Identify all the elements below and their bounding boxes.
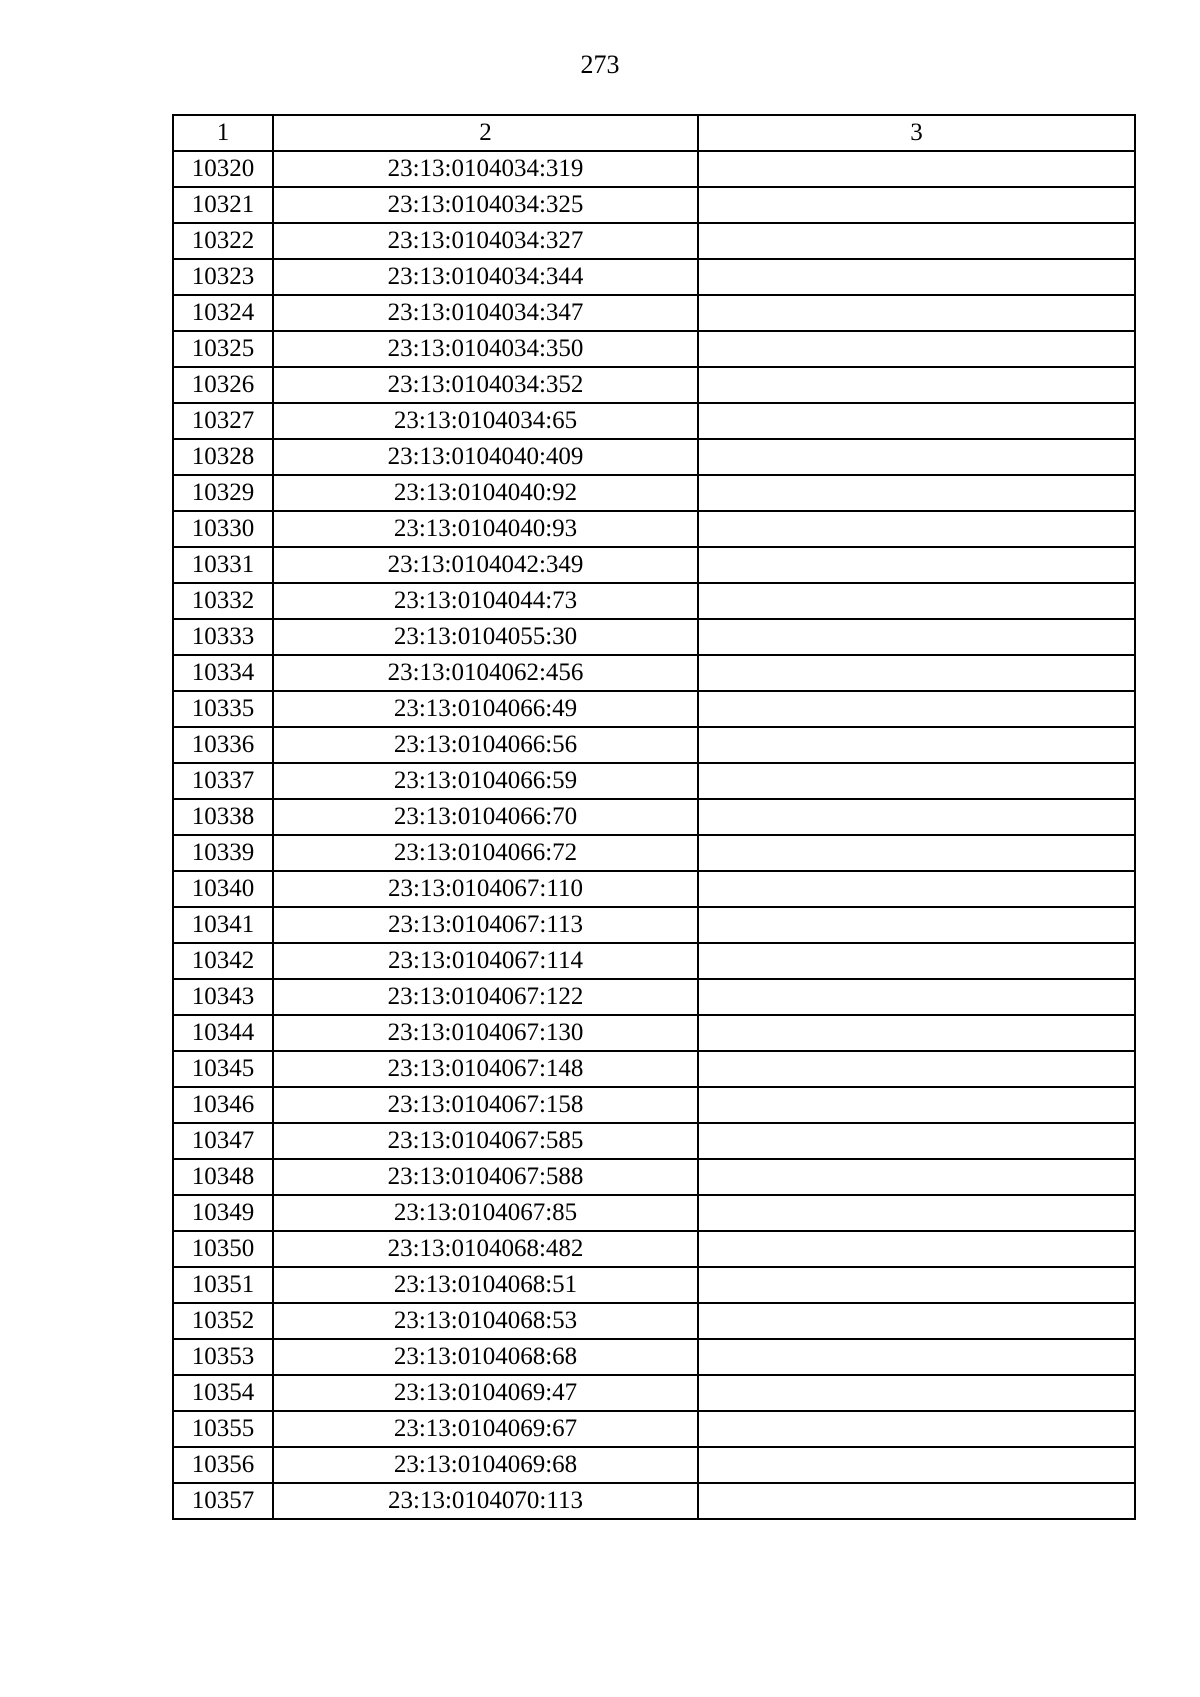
row-number-cell: 10329: [173, 475, 273, 511]
row-number-cell: 10345: [173, 1051, 273, 1087]
table-row: [173, 907, 1135, 943]
cadastral-number-cell: 23:13:0104068:51: [273, 1267, 698, 1303]
table-row: [173, 763, 1135, 799]
note-cell: [698, 187, 1135, 223]
table-row: [173, 1051, 1135, 1087]
row-number-cell: 10327: [173, 403, 273, 439]
note-cell: [698, 1447, 1135, 1483]
cadastral-number-cell: 23:13:0104067:585: [273, 1123, 698, 1159]
cadastral-number-cell: 23:13:0104034:344: [273, 259, 698, 295]
table-row: [173, 1015, 1135, 1051]
cadastral-number-cell: 23:13:0104068:53: [273, 1303, 698, 1339]
cadastral-number-cell: 23:13:0104062:456: [273, 655, 698, 691]
registry-table: [172, 114, 1136, 1520]
row-number-cell: 10325: [173, 331, 273, 367]
column-header-3: 3: [698, 115, 1135, 151]
row-number-cell: 10353: [173, 1339, 273, 1375]
note-cell: [698, 439, 1135, 475]
note-cell: [698, 259, 1135, 295]
note-cell: [698, 1375, 1135, 1411]
table-row: [173, 1303, 1135, 1339]
row-number-cell: 10343: [173, 979, 273, 1015]
cadastral-number-cell: 23:13:0104034:319: [273, 151, 698, 187]
table-row: [173, 943, 1135, 979]
row-number-cell: 10351: [173, 1267, 273, 1303]
row-number-cell: 10324: [173, 295, 273, 331]
cadastral-number-cell: 23:13:0104066:70: [273, 799, 698, 835]
note-cell: [698, 871, 1135, 907]
note-cell: [698, 151, 1135, 187]
note-cell: [698, 619, 1135, 655]
row-number-cell: 10357: [173, 1483, 273, 1519]
table-body: [173, 151, 1135, 1519]
row-number-cell: 10356: [173, 1447, 273, 1483]
table-row: [173, 1231, 1135, 1267]
row-number-cell: 10330: [173, 511, 273, 547]
row-number-cell: 10344: [173, 1015, 273, 1051]
cadastral-number-cell: 23:13:0104067:114: [273, 943, 698, 979]
cadastral-number-cell: 23:13:0104067:148: [273, 1051, 698, 1087]
table-row: [173, 1375, 1135, 1411]
note-cell: [698, 223, 1135, 259]
table-row: [173, 871, 1135, 907]
cadastral-number-cell: 23:13:0104069:47: [273, 1375, 698, 1411]
cadastral-number-cell: 23:13:0104034:347: [273, 295, 698, 331]
note-cell: [698, 1339, 1135, 1375]
table-row: [173, 1447, 1135, 1483]
note-cell: [698, 1015, 1135, 1051]
cadastral-number-cell: 23:13:0104034:350: [273, 331, 698, 367]
row-number-cell: 10340: [173, 871, 273, 907]
note-cell: [698, 1051, 1135, 1087]
cadastral-number-cell: 23:13:0104068:482: [273, 1231, 698, 1267]
row-number-cell: 10349: [173, 1195, 273, 1231]
table-row: [173, 1267, 1135, 1303]
cadastral-number-cell: 23:13:0104067:130: [273, 1015, 698, 1051]
cadastral-number-cell: 23:13:0104034:327: [273, 223, 698, 259]
row-number-cell: 10355: [173, 1411, 273, 1447]
table-row: [173, 727, 1135, 763]
row-number-cell: 10337: [173, 763, 273, 799]
cadastral-number-cell: 23:13:0104067:158: [273, 1087, 698, 1123]
note-cell: [698, 1411, 1135, 1447]
table-row: [173, 151, 1135, 187]
cadastral-number-cell: 23:13:0104070:113: [273, 1483, 698, 1519]
cadastral-number-cell: 23:13:0104042:349: [273, 547, 698, 583]
note-cell: [698, 943, 1135, 979]
table-row: [173, 547, 1135, 583]
row-number-cell: 10335: [173, 691, 273, 727]
row-number-cell: 10354: [173, 1375, 273, 1411]
page-number: 273: [580, 50, 620, 79]
note-cell: [698, 295, 1135, 331]
row-number-cell: 10338: [173, 799, 273, 835]
table-row: [173, 1483, 1135, 1519]
row-number-cell: 10346: [173, 1087, 273, 1123]
row-number-cell: 10352: [173, 1303, 273, 1339]
table-row: [173, 835, 1135, 871]
row-number-cell: 10341: [173, 907, 273, 943]
note-cell: [698, 979, 1135, 1015]
table-row: [173, 583, 1135, 619]
table-row: [173, 619, 1135, 655]
note-cell: [698, 367, 1135, 403]
cadastral-number-cell: 23:13:0104040:93: [273, 511, 698, 547]
cadastral-number-cell: 23:13:0104034:352: [273, 367, 698, 403]
table-header-row: [173, 115, 1135, 151]
note-cell: [698, 331, 1135, 367]
row-number-cell: 10328: [173, 439, 273, 475]
row-number-cell: 10331: [173, 547, 273, 583]
table-row: [173, 259, 1135, 295]
row-number-cell: 10333: [173, 619, 273, 655]
row-number-cell: 10336: [173, 727, 273, 763]
note-cell: [698, 475, 1135, 511]
note-cell: [698, 1483, 1135, 1519]
cadastral-number-cell: 23:13:0104067:588: [273, 1159, 698, 1195]
row-number-cell: 10348: [173, 1159, 273, 1195]
cadastral-number-cell: 23:13:0104034:65: [273, 403, 698, 439]
row-number-cell: 10322: [173, 223, 273, 259]
cadastral-number-cell: 23:13:0104069:68: [273, 1447, 698, 1483]
note-cell: [698, 511, 1135, 547]
cadastral-number-cell: 23:13:0104067:110: [273, 871, 698, 907]
note-cell: [698, 691, 1135, 727]
table-row: [173, 475, 1135, 511]
row-number-cell: 10332: [173, 583, 273, 619]
table-row: [173, 1195, 1135, 1231]
cadastral-number-cell: 23:13:0104055:30: [273, 619, 698, 655]
table-row: [173, 1159, 1135, 1195]
note-cell: [698, 1087, 1135, 1123]
row-number-cell: 10321: [173, 187, 273, 223]
table-row: [173, 1123, 1135, 1159]
table-row: [173, 511, 1135, 547]
note-cell: [698, 907, 1135, 943]
cadastral-number-cell: 23:13:0104044:73: [273, 583, 698, 619]
table-row: [173, 331, 1135, 367]
table-row: [173, 439, 1135, 475]
table-row: [173, 1339, 1135, 1375]
table-row: [173, 403, 1135, 439]
cadastral-number-cell: 23:13:0104067:122: [273, 979, 698, 1015]
table-row: [173, 979, 1135, 1015]
table-row: [173, 1411, 1135, 1447]
row-number-cell: 10347: [173, 1123, 273, 1159]
table-row: [173, 223, 1135, 259]
row-number-cell: 10320: [173, 151, 273, 187]
cadastral-number-cell: 23:13:0104040:409: [273, 439, 698, 475]
cadastral-number-cell: 23:13:0104067:85: [273, 1195, 698, 1231]
cadastral-number-cell: 23:13:0104066:59: [273, 763, 698, 799]
table-row: [173, 691, 1135, 727]
table-row: [173, 367, 1135, 403]
note-cell: [698, 547, 1135, 583]
note-cell: [698, 655, 1135, 691]
cadastral-number-cell: 23:13:0104067:113: [273, 907, 698, 943]
cadastral-number-cell: 23:13:0104066:49: [273, 691, 698, 727]
table-row: [173, 295, 1135, 331]
note-cell: [698, 727, 1135, 763]
note-cell: [698, 835, 1135, 871]
note-cell: [698, 763, 1135, 799]
note-cell: [698, 1267, 1135, 1303]
table-row: [173, 187, 1135, 223]
row-number-cell: 10323: [173, 259, 273, 295]
row-number-cell: 10334: [173, 655, 273, 691]
note-cell: [698, 1303, 1135, 1339]
note-cell: [698, 1159, 1135, 1195]
column-header-1: 1: [173, 115, 273, 151]
cadastral-number-cell: 23:13:0104040:92: [273, 475, 698, 511]
cadastral-number-cell: 23:13:0104066:72: [273, 835, 698, 871]
cadastral-number-cell: 23:13:0104066:56: [273, 727, 698, 763]
row-number-cell: 10350: [173, 1231, 273, 1267]
row-number-cell: 10339: [173, 835, 273, 871]
table-row: [173, 799, 1135, 835]
note-cell: [698, 583, 1135, 619]
note-cell: [698, 1195, 1135, 1231]
cadastral-number-cell: 23:13:0104069:67: [273, 1411, 698, 1447]
table-row: [173, 1087, 1135, 1123]
row-number-cell: 10326: [173, 367, 273, 403]
note-cell: [698, 1231, 1135, 1267]
note-cell: [698, 1123, 1135, 1159]
table-row: [173, 655, 1135, 691]
cadastral-number-cell: 23:13:0104068:68: [273, 1339, 698, 1375]
row-number-cell: 10342: [173, 943, 273, 979]
note-cell: [698, 403, 1135, 439]
note-cell: [698, 799, 1135, 835]
column-header-2: 2: [273, 115, 698, 151]
cadastral-number-cell: 23:13:0104034:325: [273, 187, 698, 223]
